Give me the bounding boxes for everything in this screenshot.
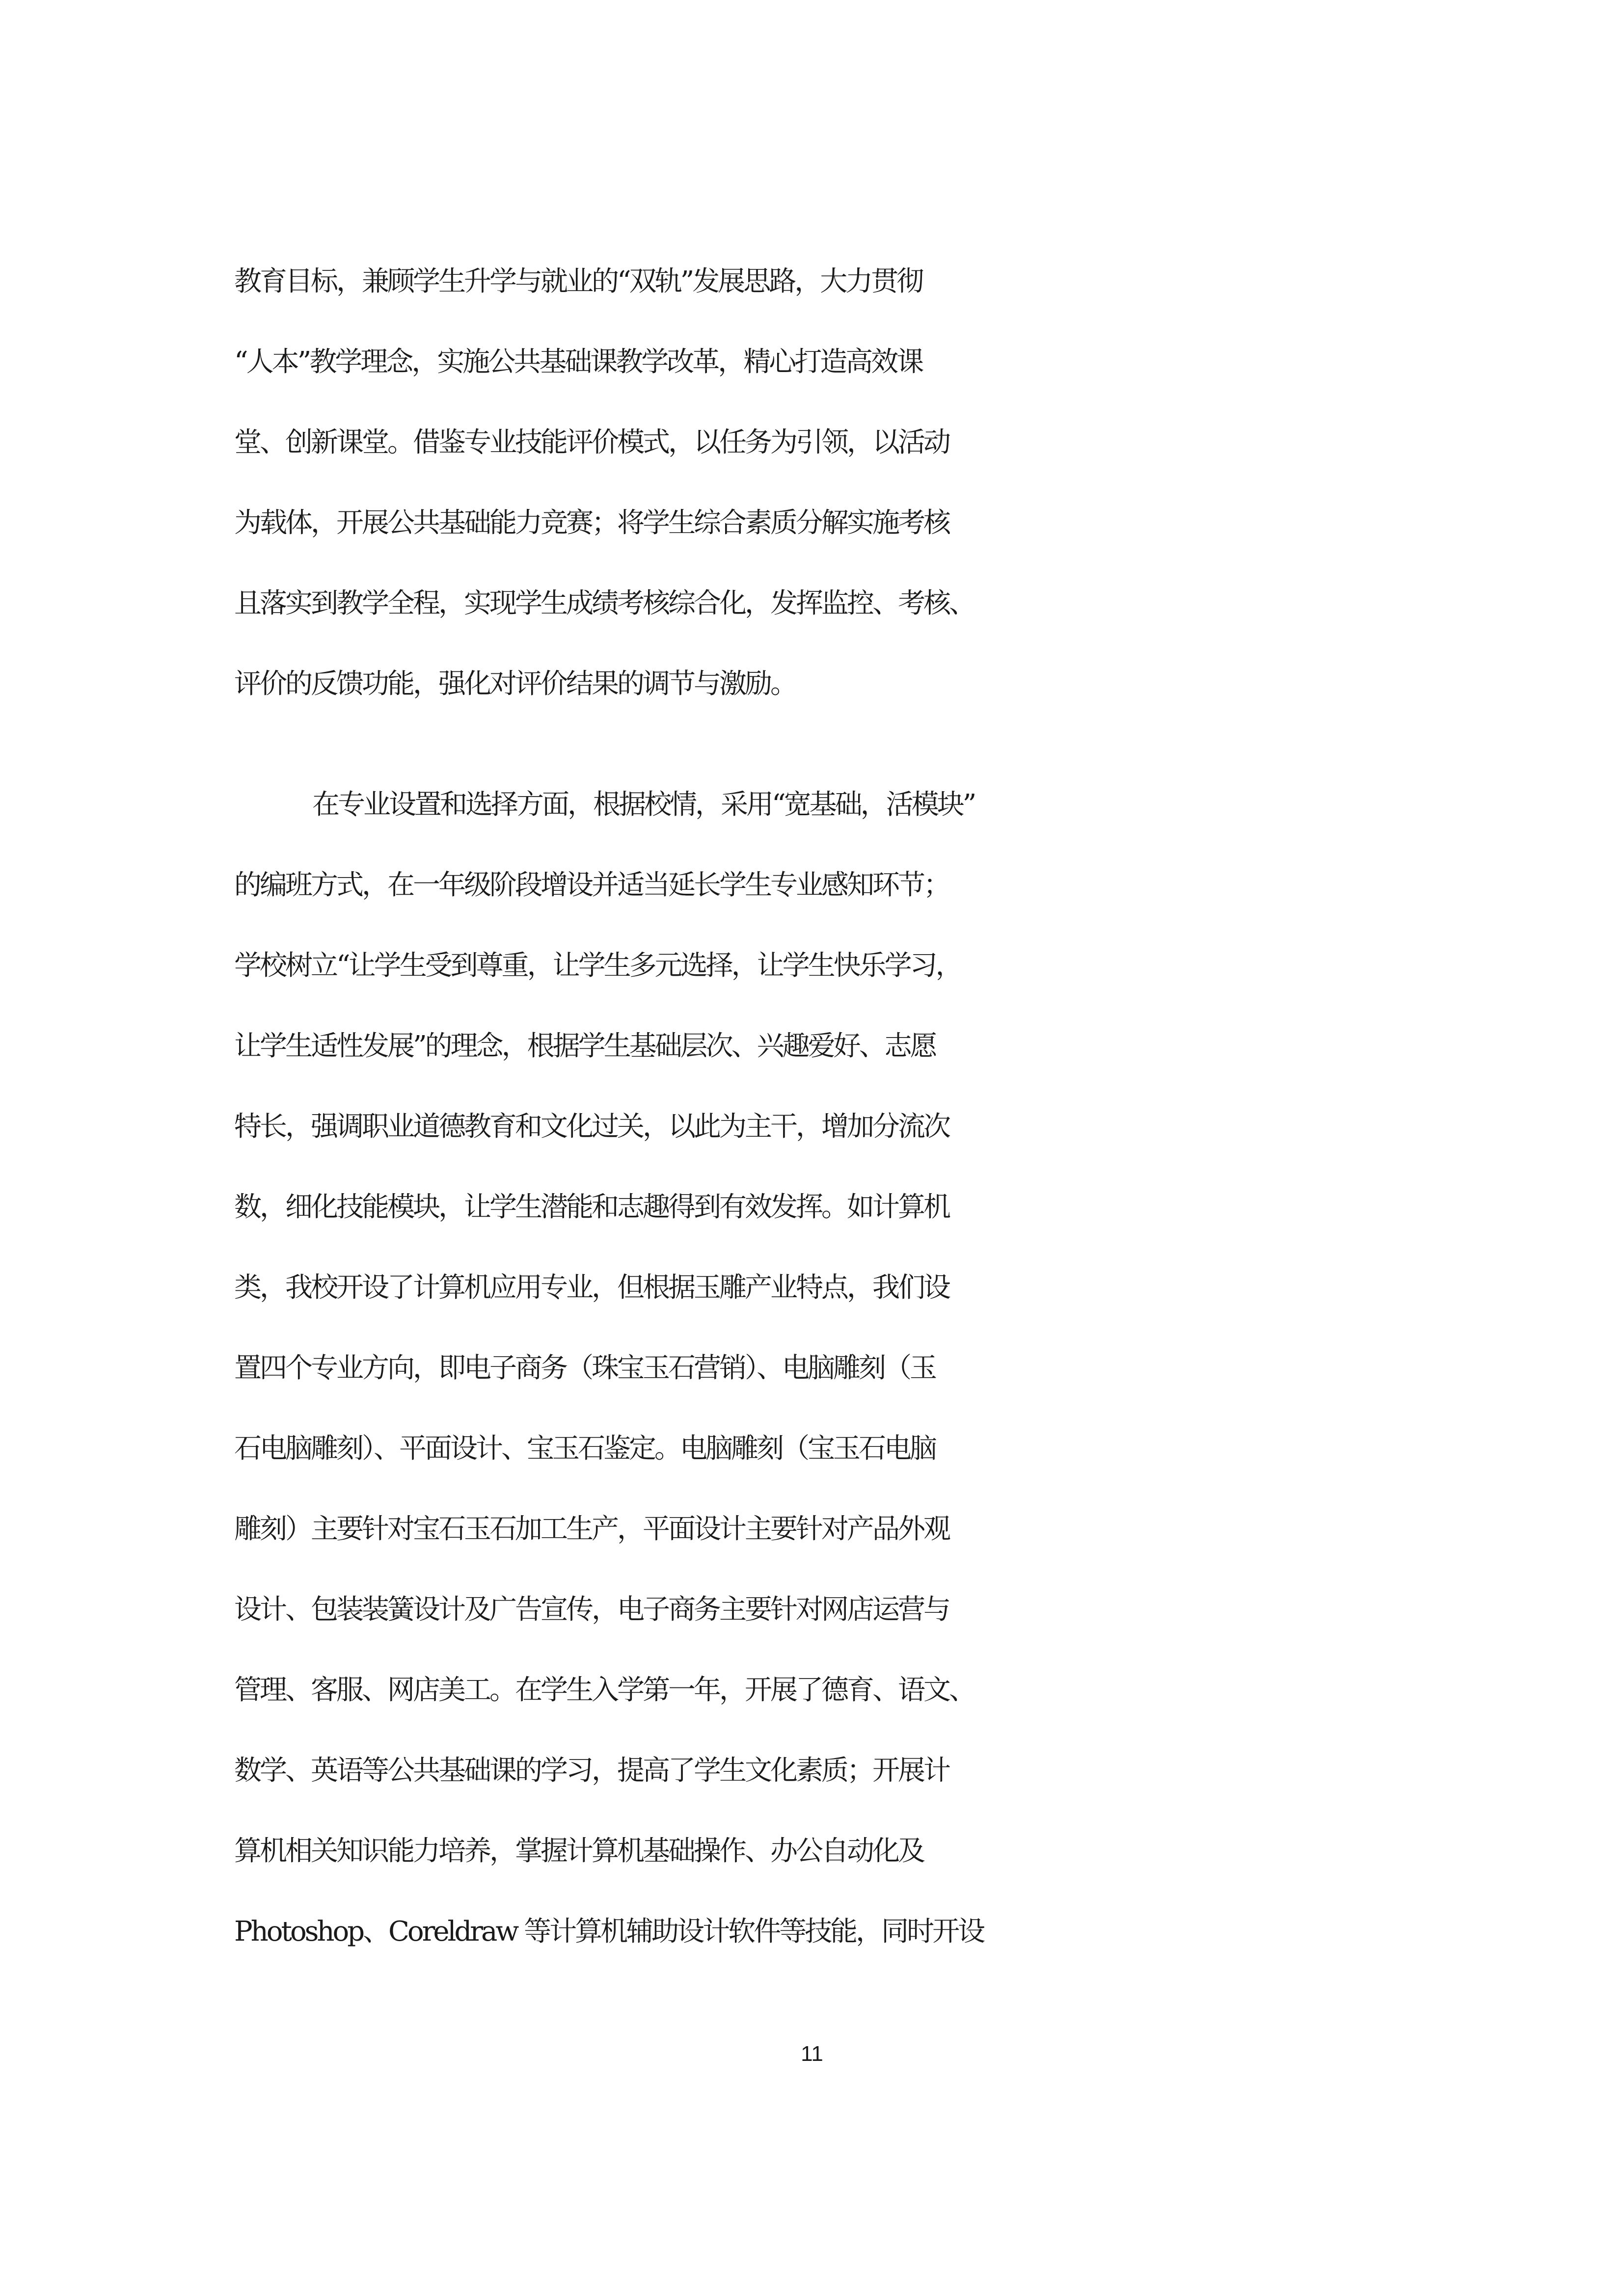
page-number: 11 [801, 2042, 823, 2066]
body-text-line: 算机相关知识能力培养，掌握计算机基础操作、办公自动化及 [234, 1835, 923, 1867]
body-text-line: 数学、英语等公共基础课的学习，提高了学生文化素质；开展计 [234, 1755, 949, 1787]
body-text-line: 特长，强调职业道德教育和文化过关，以此为主干，增加分流次 [234, 1111, 949, 1143]
body-text-line: 为载体，开展公共基础能力竞赛；将学生综合素质分解实施考核 [234, 507, 949, 539]
body-text-line: 雕刻）主要针对宝石玉石加工生产，平面设计主要针对产品外观 [234, 1513, 949, 1545]
body-text-line: 置四个专业方向，即电子商务（珠宝玉石营销）、电脑雕刻（玉 [234, 1352, 935, 1384]
body-text-line: 评价的反馈功能，强化对评价结果的调节与激励。 [234, 668, 796, 700]
body-text-line: 教育目标，兼顾学生升学与就业的“双轨”发展思路，大力贯彻 [234, 266, 922, 297]
paragraph-first-line: 在专业设置和选择方面，根据校情，采用“宽基础，活模块” [312, 789, 975, 821]
body-text-line: 让学生适性发展”的理念，根据学生基础层次、兴趣爱好、志愿 [234, 1030, 936, 1062]
body-text-line: 数，细化技能模块，让学生潜能和志趣得到有效发挥。如计算机 [234, 1191, 949, 1223]
body-text-line: 管理、客服、网店美工。在学生入学第一年，开展了德育、语文、 [234, 1674, 974, 1706]
body-text-line: 设计、包装装簧设计及广告宣传，电子商务主要针对网店运营与 [234, 1594, 949, 1626]
body-text-line: 的编班方式，在一年级阶段增设并适当延长学生专业感知环节； [234, 869, 949, 901]
body-text-line: 石电脑雕刻）、平面设计、宝玉石鉴定。电脑雕刻（宝玉石电脑 [234, 1433, 935, 1465]
body-text-line: 学校树立“让学生受到尊重，让学生多元选择，让学生快乐学习， [234, 950, 961, 982]
body-text-line: “人本”教学理念，实施公共基础课教学改革，精心打造高效课 [234, 346, 922, 378]
body-text-line: Photoshop、Coreldraw 等计算机辅助设计软件等技能，同时开设 [234, 1916, 984, 1948]
body-text-line: 且落实到教学全程，实现学生成绩考核综合化，发挥监控、考核、 [234, 587, 974, 619]
body-text-line: 堂、创新课堂。借鉴专业技能评价模式，以任务为引领，以活动 [234, 427, 949, 458]
body-text-line: 类，我校开设了计算机应用专业，但根据玉雕产业特点，我们设 [234, 1272, 949, 1304]
